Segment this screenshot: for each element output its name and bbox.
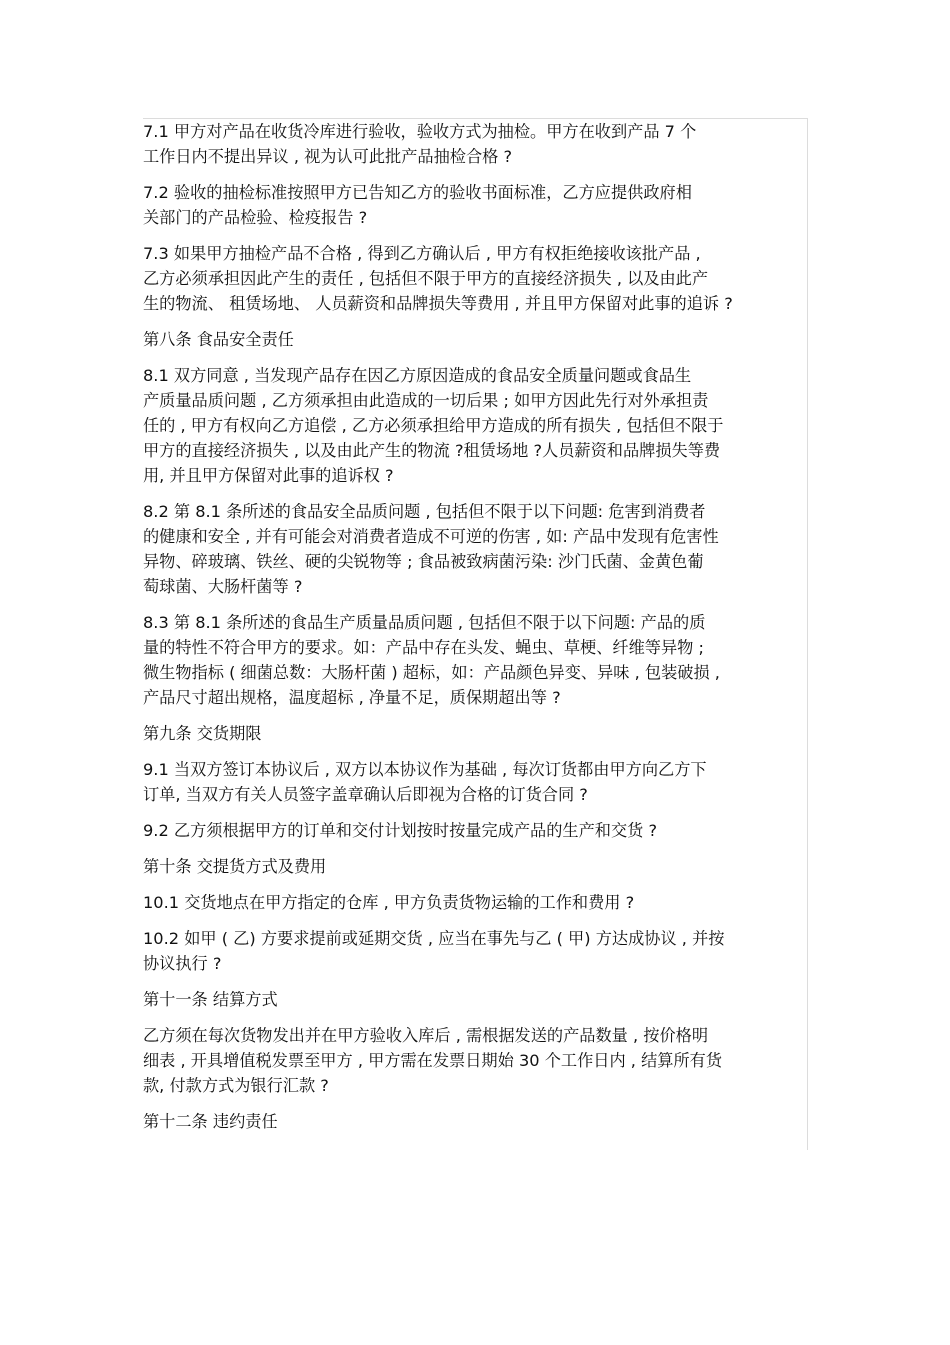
text-line: 款, 付款方式为银行汇款 ? [143,1076,329,1095]
text-line: 关部门的产品检验、检疫报告 ? [143,208,368,227]
text-line: 工作日内不提出异议 , 视为认可此批产品抽检合格 ? [143,147,513,166]
text-line: 异物、碎玻璃、铁丝、硬的尖锐物等 ; 食品被致病菌污染: 沙门氏菌、金黄色葡 [143,552,704,571]
text-line: 微生物指标 ( 细菌总数：大肠杆菌 ) 超标，如：产品颜色异变、异味 , 包装破损 , [143,663,720,682]
clause-9-1 [143,757,805,807]
article-8-heading: 第八条 食品安全责任 [143,330,294,349]
text-line: 10.1 交货地点在甲方指定的仓库 , 甲方负责货物运输的工作和费用 ? [143,893,635,912]
text-line: 协议执行 ? [143,954,222,973]
text-line: 萄球菌、大肠杆菌等 ? [143,577,303,596]
clause-7-2 [143,180,805,230]
clause-10-1 [143,890,805,915]
text-line: 8.1 双方同意 , 当发现产品存在因乙方原因造成的食品安全质量问题或食品生 [143,366,692,385]
clause-7-3 [143,241,805,316]
text-line: 7.3 如果甲方抽检产品不合格 , 得到乙方确认后 , 甲方有权拒绝接收该批产品 , [143,244,701,263]
text-line: 产质量品质问题 , 乙方须承担由此造成的一切后果 ; 如甲方因此先行对外承担责 [143,391,709,410]
text-line: 9.2 乙方须根据甲方的订单和交付计划按时按量完成产品的生产和交货 ? [143,821,658,840]
clause-11 [143,1023,805,1098]
document-body [143,119,805,1145]
text-line: 10.2 如甲 ( 乙) 方要求提前或延期交货 , 应当在事先与乙 ( 甲) 方达成协议 , 并按 [143,929,725,948]
text-line: 订单, 当双方有关人员签字盖章确认后即视为合格的订货合同 ? [143,785,588,804]
clause-9-2 [143,818,805,843]
article-12-heading: 第十二条 违约责任 [143,1112,278,1131]
text-line: 8.3 第 8.1 条所述的食品生产质量品质问题 , 包括但不限于以下问题: 产品的质 [143,613,706,632]
clause-8-3 [143,610,805,710]
clause-8-1 [143,363,805,488]
text-line: 乙方须在每次货物发出并在甲方验收入库后 , 需根据发送的产品数量 , 按价格明 [143,1026,709,1045]
text-line: 用, 并且甲方保留对此事的追诉权 ? [143,466,394,485]
text-line: 细表 , 开具增值税发票至甲方 , 甲方需在发票日期始 30 个工作日内 , 结算所有货 [143,1051,723,1070]
clause-8-2 [143,499,805,599]
page-border-right [807,118,808,1150]
text-line: 7.1 甲方对产品在收货冷库进行验收，验收方式为抽检。甲方在收到产品 7 个 [143,122,697,141]
article-10-heading: 第十条 交提货方式及费用 [143,857,327,876]
text-line: 任的 , 甲方有权向乙方追偿 , 乙方必须承担给甲方造成的所有损失 , 包括但不限于 [143,416,724,435]
text-line: 8.2 第 8.1 条所述的食品安全品质问题 , 包括但不限于以下问题: 危害到消费者 [143,502,706,521]
clause-7-1 [143,119,805,169]
article-9-heading: 第九条 交货期限 [143,724,262,743]
clause-10-2 [143,926,805,976]
text-line: 乙方必须承担因此产生的责任 , 包括但不限于甲方的直接经济损失 , 以及由此产 [143,269,709,288]
text-line: 7.2 验收的抽检标准按照甲方已告知乙方的验收书面标准，乙方应提供政府相 [143,183,692,202]
text-line: 甲方的直接经济损失 , 以及由此产生的物流 ?租赁场地 ?人员薪资和品牌损失等费 [143,441,721,460]
text-line: 产品尺寸超出规格，温度超标 , 净量不足，质保期超出等 ? [143,688,561,707]
text-line: 9.1 当双方签订本协议后 , 双方以本协议作为基础 , 每次订货都由甲方向乙方下 [143,760,707,779]
text-line: 量的特性不符合甲方的要求。如：产品中存在头发、蝇虫、草梗、纤维等异物 ; [143,638,704,657]
text-line: 的健康和安全 , 并有可能会对消费者造成不可逆的伤害 , 如: 产品中发现有危害性 [143,527,719,546]
text-line: 生的物流、 租赁场地、 人员薪资和品牌损失等费用 , 并且甲方保留对此事的追诉 ? [143,294,733,313]
article-11-heading: 第十一条 结算方式 [143,990,278,1009]
